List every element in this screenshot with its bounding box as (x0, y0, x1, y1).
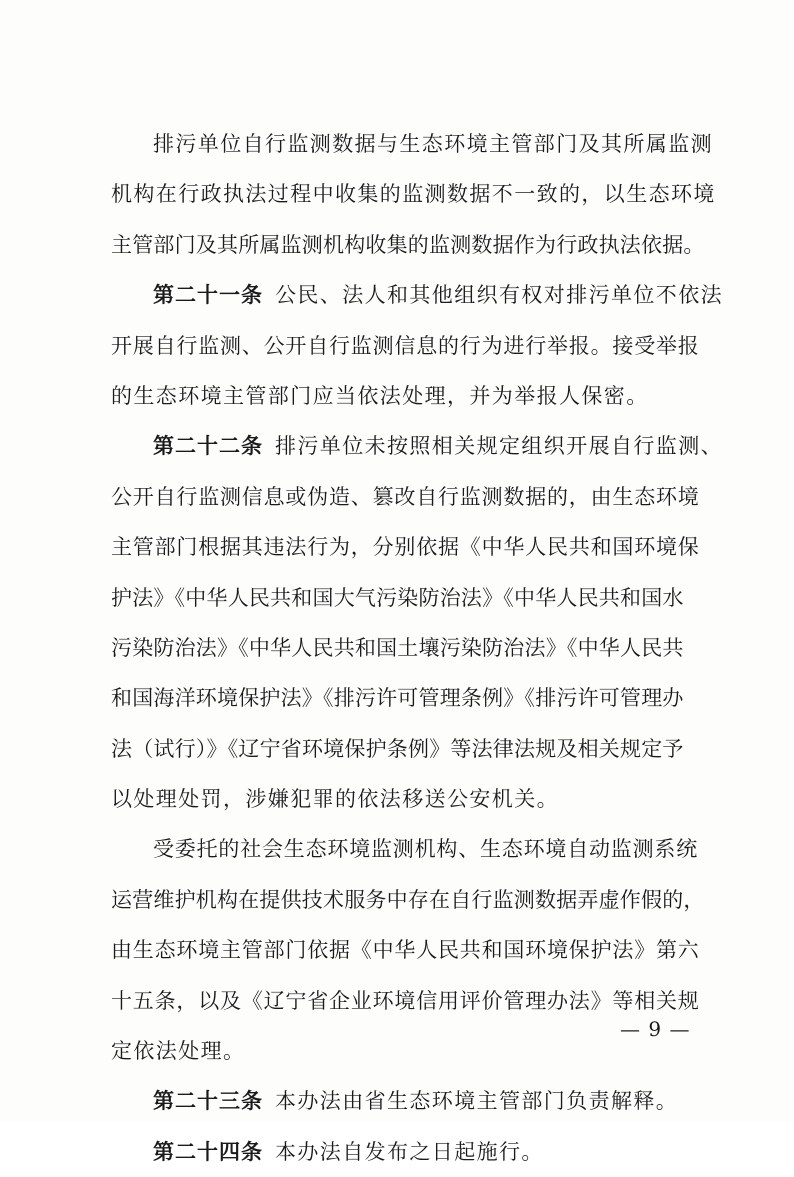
paragraph-line (111, 169, 716, 219)
page-number: — 9 — (620, 1017, 691, 1041)
article-heading: 第二十三条 (153, 1088, 263, 1114)
paragraph-line (111, 472, 701, 522)
article-heading: 第二十二条 (153, 433, 263, 459)
paragraph-line (111, 673, 701, 723)
paragraph-line (111, 824, 701, 874)
paragraph-line (111, 875, 705, 925)
line-text: 法（试行）》《辽宁省环境保护条例》等法律法规及相关规定予 (111, 736, 684, 761)
paragraph-line (111, 573, 701, 623)
paragraph-line (111, 220, 705, 270)
line-text: 本办法由省生态环境主管部门负责解释。 (275, 1089, 679, 1114)
paragraph-line (111, 774, 701, 824)
line-text: 以处理处罚，涉嫌犯罪的依法移送公安机关。 (111, 787, 559, 812)
line-text: 由生态环境主管部门依据《中华人民共和国环境保护法》第六 (111, 938, 700, 963)
line-text: 本办法自发布之日起施行。 (275, 1139, 544, 1164)
article-23-line (111, 1076, 701, 1126)
line-text: 和国海洋环境保护法》《排污许可管理条例》《排污许可管理办 (111, 686, 684, 711)
line-text: 公开自行监测信息或伪造、篡改自行监测数据的，由生态环境 (111, 484, 700, 509)
paragraph-line (111, 119, 713, 169)
line-text: 公民、法人和其他组织有权对排污单位不依法 (275, 283, 723, 308)
line-text: 的生态环境主管部门应当依法处理，并为举报人保密。 (111, 383, 649, 408)
paragraph-line (111, 321, 701, 371)
line-text: 主管部门根据其违法行为，分别依据《中华人民共和国环境保 (111, 535, 700, 560)
paragraph-line (111, 623, 701, 673)
line-text: 定依法处理。 (111, 1039, 246, 1064)
paragraph-line (111, 925, 701, 975)
article-22-line (111, 421, 723, 471)
document-body (111, 119, 723, 1177)
line-text: 排污单位自行监测数据与生态环境主管部门及其所属监测 (153, 132, 713, 156)
paragraph-line (111, 371, 701, 421)
line-text: 护法》《中华人民共和国大气污染防治法》《中华人民共和国水 (111, 585, 684, 610)
line-text: 主管部门及其所属监测机构收集的监测数据作为行政执法依据。 (111, 232, 705, 257)
line-text: 十五条，以及《辽宁省企业环境信用评价管理办法》等相关规 (111, 988, 700, 1013)
line-text: 机构在行政执法过程中收集的监测数据不一致的，以生态环境 (111, 182, 716, 207)
article-heading: 第二十一条 (153, 282, 263, 308)
article-heading: 第二十四条 (153, 1138, 263, 1164)
line-text: 受委托的社会生态环境监测机构、生态环境自动监测系统 (153, 837, 698, 862)
article-24-line (111, 1127, 701, 1177)
paragraph-line (111, 1026, 701, 1076)
article-21-line (111, 270, 723, 320)
line-text: 污染防治法》《中华人民共和国土壤污染防治法》《中华人民共 (111, 635, 684, 660)
paragraph-line (111, 724, 701, 774)
line-text: 开展自行监测、公开自行监测信息的行为进行举报。接受举报 (111, 333, 700, 358)
paragraph-line (111, 976, 701, 1026)
line-text: 排污单位未按照相关规定组织开展自行监测、 (275, 434, 723, 459)
line-text: 运营维护机构在提供技术服务中存在自行监测数据弄虚作假的， (111, 887, 705, 912)
paragraph-line (111, 522, 701, 572)
